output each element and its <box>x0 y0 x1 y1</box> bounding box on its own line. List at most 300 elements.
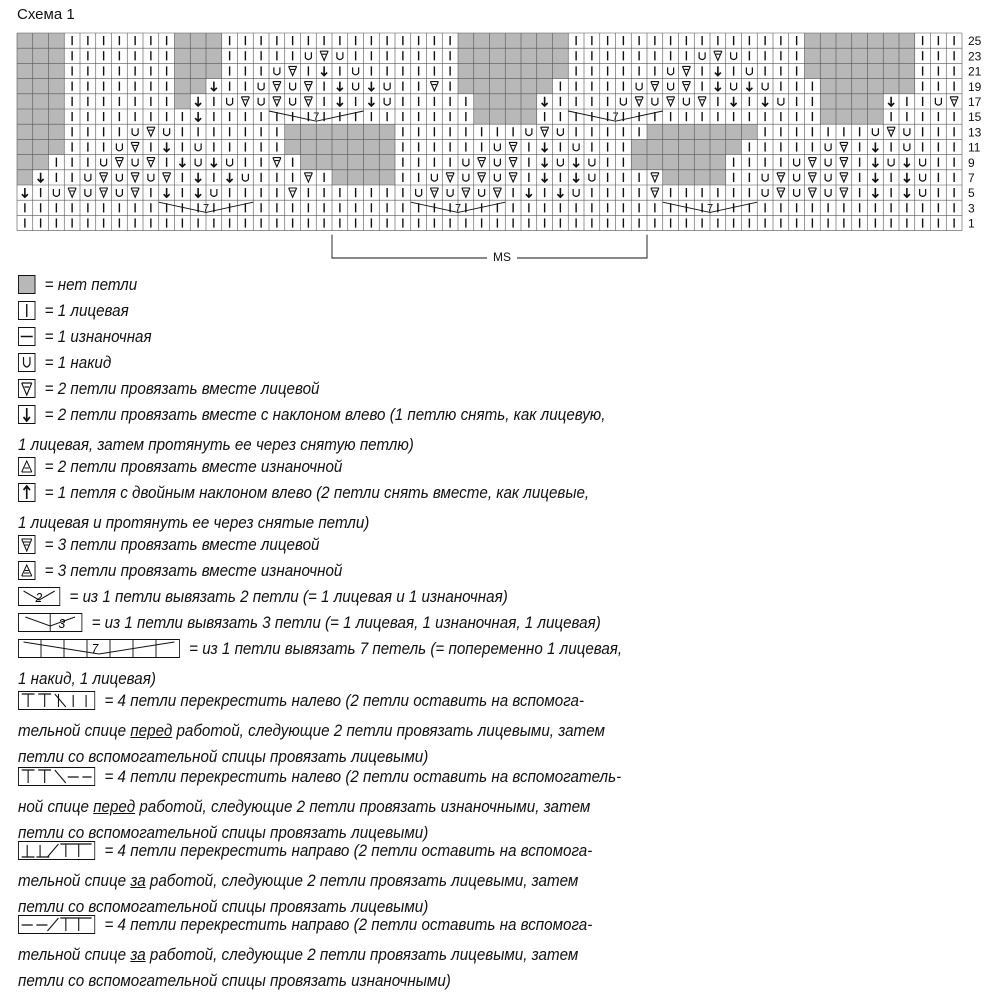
no-stitch-cell <box>647 124 663 139</box>
no-stitch-cell <box>868 48 884 63</box>
stitch-cell <box>553 155 569 170</box>
legend-text: = 4 петли перекрестить налево (2 петли оставить на вспомога- <box>104 692 585 710</box>
stitch-cell <box>474 185 490 200</box>
no-stitch-cell <box>836 79 852 94</box>
no-stitch-cell <box>474 63 490 78</box>
no-stitch-cell <box>458 79 474 94</box>
row-number: 7 <box>968 171 975 185</box>
no-stitch-cell <box>490 94 506 109</box>
legend-text-line2: 1 лицевая и протянуть ее через снятые петли) <box>18 514 370 532</box>
no-stitch-cell <box>505 63 521 78</box>
row-number: 23 <box>968 49 982 64</box>
no-stitch-cell <box>206 33 222 48</box>
stitch-cell <box>332 48 348 63</box>
legend-text-line2b: работой, следующие 2 петли провязать лицевыми, затем <box>149 872 579 890</box>
no-stitch-cell <box>521 63 537 78</box>
no-stitch-cell <box>379 155 395 170</box>
legend-text: = 4 петли перекрестить направо (2 петли оставить на вспомога- <box>104 916 593 934</box>
no-stitch-cell <box>49 63 65 78</box>
no-stitch-cell <box>175 33 191 48</box>
no-stitch-cell <box>820 63 836 78</box>
no-stitch-cell <box>379 170 395 185</box>
stitch-cell <box>490 170 506 185</box>
inc-7-label: 7 <box>455 202 462 215</box>
no-stitch-cell <box>474 33 490 48</box>
no-stitch-cell <box>805 63 821 78</box>
cable-left-purl-icon <box>18 767 95 794</box>
no-stitch-cell <box>33 79 49 94</box>
stitch-cell <box>789 185 805 200</box>
stitch-cell <box>584 170 600 185</box>
stitch-cell <box>679 94 695 109</box>
no-stitch-cell <box>348 170 364 185</box>
no-stitch-cell <box>883 48 899 63</box>
no-stitch-cell <box>379 139 395 154</box>
no-stitch-cell <box>694 155 710 170</box>
no-stitch-cell <box>836 63 852 78</box>
stitch-cell <box>631 79 647 94</box>
stitch-cell <box>789 155 805 170</box>
no-stitch-cell <box>836 33 852 48</box>
no-stitch-cell <box>17 139 33 154</box>
no-stitch-cell <box>301 124 317 139</box>
legend-text-line2b: работой, следующие 2 петли провязать лицевыми, затем <box>149 946 579 964</box>
stitch-cell <box>112 139 128 154</box>
no-stitch-cell <box>883 63 899 78</box>
no-stitch-cell <box>458 63 474 78</box>
stitch-cell <box>222 155 238 170</box>
no-stitch-cell <box>899 33 915 48</box>
legend-text: = из 1 петли вывязать 7 петель (= попеременно 1 лицевая, <box>189 640 623 658</box>
no-stitch-cell <box>33 94 49 109</box>
no-stitch-cell <box>820 79 836 94</box>
no-stitch-cell <box>33 48 49 63</box>
no-stitch-cell <box>301 139 317 154</box>
no-stitch-cell <box>647 139 663 154</box>
no-stitch-cell <box>474 79 490 94</box>
no-stitch-cell <box>820 48 836 63</box>
no-stitch-cell <box>175 79 191 94</box>
row-number: 19 <box>968 79 982 94</box>
no-stitch-cell <box>679 139 695 154</box>
no-stitch-cell <box>836 94 852 109</box>
stitch-cell <box>726 48 742 63</box>
stitch-cell <box>206 185 222 200</box>
no-stitch-cell <box>820 109 836 124</box>
stitch-cell <box>143 170 159 185</box>
row-number: 21 <box>968 64 982 79</box>
no-stitch-cell <box>663 139 679 154</box>
legend-item-double-dec <box>18 480 901 536</box>
legend-text: = 3 петли провязать вместе лицевой <box>44 536 320 554</box>
stitch-cell <box>789 170 805 185</box>
no-stitch-cell <box>679 124 695 139</box>
legend-text-line2b: работой, следующие 2 петли провязать изнаночными, затем <box>139 798 591 816</box>
legend-item-inc-7 <box>18 636 901 692</box>
legend-text: = нет петли <box>44 276 138 294</box>
stitch-cell <box>490 155 506 170</box>
no-stitch-cell <box>348 124 364 139</box>
svg-text:7: 7 <box>91 641 99 657</box>
stitch-cell <box>663 79 679 94</box>
legend-item-cable-right-purl <box>18 912 901 994</box>
no-stitch-cell <box>33 139 49 154</box>
stitch-cell <box>820 170 836 185</box>
no-stitch-cell <box>490 33 506 48</box>
row-number: 5 <box>968 186 975 201</box>
legend-text-underlined: перед <box>130 722 173 740</box>
stitch-cell <box>411 185 427 200</box>
stitch-cell <box>301 48 317 63</box>
no-stitch-cell <box>742 124 758 139</box>
chart-title: Схема 1 <box>17 6 75 23</box>
no-stitch-cell <box>868 94 884 109</box>
legend-text: = 2 петли провязать вместе изнаночной <box>44 458 343 476</box>
no-stitch-cell <box>332 155 348 170</box>
no-stitch-cell <box>663 170 679 185</box>
knitting-chart <box>0 0 1000 270</box>
stitch-cell <box>757 185 773 200</box>
no-stitch-cell <box>316 155 332 170</box>
no-stitch-cell <box>474 109 490 124</box>
no-stitch-cell <box>852 94 868 109</box>
no-stitch-cell <box>505 33 521 48</box>
no-stitch-cell <box>537 63 553 78</box>
stitch-cell <box>820 185 836 200</box>
stitch-cell <box>348 79 364 94</box>
no-stitch-cell <box>49 48 65 63</box>
no-stitch-cell <box>553 33 569 48</box>
legend-text-line2: тельной спице <box>18 722 127 740</box>
no-stitch-cell <box>490 63 506 78</box>
stitch-cell <box>899 139 915 154</box>
no-stitch-cell <box>694 124 710 139</box>
stitch-cell <box>96 155 112 170</box>
no-stitch-cell <box>505 79 521 94</box>
no-stitch-cell <box>348 155 364 170</box>
stitch-cell <box>915 185 931 200</box>
stitch-cell <box>584 155 600 170</box>
no-stitch-cell <box>474 94 490 109</box>
no-stitch-cell <box>458 48 474 63</box>
legend-text-underlined: за <box>130 946 146 964</box>
no-stitch-cell <box>49 94 65 109</box>
stitch-cell <box>820 155 836 170</box>
stitch-cell <box>820 139 836 154</box>
legend-text-line3: петли со вспомогательной спицы провязать лицевыми) <box>18 748 429 766</box>
legend-text: = 1 изнаночная <box>44 328 152 346</box>
stitch-cell <box>80 185 96 200</box>
no-stitch-cell <box>852 63 868 78</box>
stitch-cell <box>915 155 931 170</box>
stitch-cell <box>348 63 364 78</box>
no-stitch-cell <box>852 33 868 48</box>
no-stitch-cell <box>190 48 206 63</box>
no-stitch-cell <box>364 155 380 170</box>
svg-text:3: 3 <box>58 616 66 632</box>
no-stitch-cell <box>820 33 836 48</box>
no-stitch-cell <box>710 155 726 170</box>
stitch-cell <box>868 124 884 139</box>
legend-text: = 2 петли провязать вместе с наклоном влево (1 петлю снять, как лицевую, <box>44 406 606 424</box>
row-number: 3 <box>968 201 975 216</box>
legend-text-line3: петли со вспомогательной спицы провязать лицевыми) <box>18 824 429 842</box>
stitch-cell <box>757 170 773 185</box>
stitch-cell <box>112 170 128 185</box>
stitch-cell <box>553 124 569 139</box>
stitch-cell <box>222 94 238 109</box>
no-stitch-cell <box>852 109 868 124</box>
stitch-cell <box>379 94 395 109</box>
stitch-cell <box>127 155 143 170</box>
legend-item-cable-left-purl <box>18 764 901 846</box>
row-number: 11 <box>968 140 981 155</box>
stitch-cell <box>379 79 395 94</box>
no-stitch-cell <box>17 48 33 63</box>
legend-text: = 4 петли перекрестить направо (2 петли оставить на вспомога- <box>104 842 593 860</box>
no-stitch-cell <box>710 170 726 185</box>
legend-text: = 3 петли провязать вместе изнаночной <box>44 562 343 580</box>
legend-text: = 1 лицевая <box>44 302 129 320</box>
no-stitch-cell <box>348 139 364 154</box>
no-stitch-cell <box>537 48 553 63</box>
stitch-cell <box>883 155 899 170</box>
no-stitch-cell <box>17 109 33 124</box>
no-stitch-cell <box>852 79 868 94</box>
no-stitch-cell <box>505 94 521 109</box>
legend-text-underlined: перед <box>93 798 136 816</box>
no-stitch-cell <box>332 139 348 154</box>
legend-text: = 4 петли перекрестить налево (2 петли оставить на вспомогатель- <box>104 768 622 786</box>
stitch-cell <box>285 94 301 109</box>
no-stitch-cell <box>332 170 348 185</box>
stitch-cell <box>190 139 206 154</box>
no-stitch-cell <box>694 170 710 185</box>
no-stitch-cell <box>868 109 884 124</box>
stitch-cell <box>773 94 789 109</box>
no-stitch-cell <box>49 33 65 48</box>
row-number: 13 <box>968 125 982 140</box>
stitch-cell <box>647 94 663 109</box>
no-stitch-cell <box>521 33 537 48</box>
legend-text: = 1 петля с двойным наклоном влево (2 петли снять вместе, как лицевые, <box>44 484 590 502</box>
legend-item-ssk <box>18 402 901 458</box>
no-stitch-cell <box>33 124 49 139</box>
no-stitch-cell <box>883 79 899 94</box>
stitch-cell <box>521 124 537 139</box>
stitch-cell <box>742 63 758 78</box>
no-stitch-cell <box>332 124 348 139</box>
inc-7-label: 7 <box>612 111 619 124</box>
no-stitch-cell <box>521 48 537 63</box>
row-number: 1 <box>968 216 975 231</box>
no-stitch-cell <box>852 48 868 63</box>
legend-text-line2: тельной спице <box>18 946 127 964</box>
no-stitch-cell <box>17 79 33 94</box>
no-stitch-cell <box>301 155 317 170</box>
no-stitch-cell <box>899 79 915 94</box>
no-stitch-cell <box>206 48 222 63</box>
stitch-cell <box>269 63 285 78</box>
legend-text-line2: тельной спице <box>18 872 127 890</box>
stitch-cell <box>253 94 269 109</box>
stitch-cell <box>726 79 742 94</box>
stitch-cell <box>663 63 679 78</box>
no-stitch-cell <box>364 139 380 154</box>
no-stitch-cell <box>505 109 521 124</box>
cable-right-purl-icon <box>18 915 95 942</box>
no-stitch-cell <box>868 63 884 78</box>
stitch-cell <box>80 170 96 185</box>
no-stitch-cell <box>49 124 65 139</box>
no-stitch-cell <box>285 139 301 154</box>
no-stitch-cell <box>679 170 695 185</box>
no-stitch-cell <box>474 48 490 63</box>
no-stitch-cell <box>49 109 65 124</box>
legend-item-cable-right-knit <box>18 838 901 920</box>
legend-text: = из 1 петли вывязать 3 петли (= 1 лицевая, 1 изнаночная, 1 лицевая) <box>91 614 601 632</box>
no-stitch-cell <box>868 33 884 48</box>
stitch-cell <box>253 79 269 94</box>
no-stitch-cell <box>537 33 553 48</box>
no-stitch-cell <box>726 139 742 154</box>
inc-7-label: 7 <box>203 202 210 215</box>
stitch-cell <box>442 185 458 200</box>
no-stitch-cell <box>364 124 380 139</box>
no-stitch-cell <box>33 33 49 48</box>
legend-text: = 1 накид <box>44 354 112 372</box>
cable-right-knit-icon <box>18 841 95 868</box>
stitch-cell <box>694 48 710 63</box>
legend-text-line2: 1 лицевая, затем протянуть ее через снятую петлю) <box>18 436 414 454</box>
no-stitch-cell <box>679 155 695 170</box>
no-stitch-cell <box>694 139 710 154</box>
no-stitch-cell <box>190 63 206 78</box>
stitch-cell <box>190 155 206 170</box>
stitch-cell <box>427 170 443 185</box>
inc-7-label: 7 <box>707 202 714 215</box>
stitch-cell <box>490 139 506 154</box>
stitch-cell <box>899 124 915 139</box>
no-stitch-cell <box>490 109 506 124</box>
row-number: 15 <box>968 110 982 125</box>
row-number: 17 <box>968 95 982 109</box>
no-stitch-cell <box>505 48 521 63</box>
stitch-cell <box>568 185 584 200</box>
no-stitch-cell <box>17 33 33 48</box>
stitch-cell <box>458 155 474 170</box>
legend-text-line3: петли со вспомогательной спицы провязать изнаночными) <box>18 972 451 990</box>
stitch-cell <box>49 185 65 200</box>
no-stitch-cell <box>175 48 191 63</box>
no-stitch-cell <box>820 94 836 109</box>
row-number: 25 <box>968 34 982 49</box>
no-stitch-cell <box>190 33 206 48</box>
stitch-cell <box>616 94 632 109</box>
no-stitch-cell <box>285 124 301 139</box>
legend-text-line2: ной спице <box>18 798 89 816</box>
no-stitch-cell <box>553 48 569 63</box>
no-stitch-cell <box>521 79 537 94</box>
no-stitch-cell <box>663 155 679 170</box>
no-stitch-cell <box>899 48 915 63</box>
stitch-cell <box>757 79 773 94</box>
legend-text: = из 1 петли вывязать 2 петли (= 1 лицевая и 1 изнаночная) <box>69 588 508 606</box>
stitch-cell <box>112 185 128 200</box>
no-stitch-cell <box>805 33 821 48</box>
legend-text: = 2 петли провязать вместе лицевой <box>44 380 320 398</box>
legend-text-underlined: за <box>130 872 146 890</box>
no-stitch-cell <box>836 109 852 124</box>
no-stitch-cell <box>316 124 332 139</box>
no-stitch-cell <box>663 124 679 139</box>
inc-7-icon <box>18 639 180 666</box>
no-stitch-cell <box>805 48 821 63</box>
ssk-icon <box>18 405 35 432</box>
no-stitch-cell <box>190 79 206 94</box>
no-stitch-cell <box>631 155 647 170</box>
no-stitch-cell <box>33 155 49 170</box>
no-stitch-cell <box>521 109 537 124</box>
no-stitch-cell <box>868 79 884 94</box>
no-stitch-cell <box>836 48 852 63</box>
legend-text-line3: петли со вспомогательной спицы провязать лицевыми) <box>18 898 429 916</box>
no-stitch-cell <box>899 63 915 78</box>
no-stitch-cell <box>17 155 33 170</box>
row-number: 9 <box>968 155 975 170</box>
svg-text:2: 2 <box>35 590 43 606</box>
no-stitch-cell <box>17 170 33 185</box>
stitch-cell <box>568 139 584 154</box>
double-dec-icon <box>18 483 35 510</box>
no-stitch-cell <box>537 79 553 94</box>
no-stitch-cell <box>458 33 474 48</box>
no-stitch-cell <box>49 139 65 154</box>
no-stitch-cell <box>364 170 380 185</box>
no-stitch-cell <box>553 63 569 78</box>
inc-7-label: 7 <box>313 111 320 124</box>
no-stitch-cell <box>379 124 395 139</box>
no-stitch-cell <box>883 33 899 48</box>
no-stitch-cell <box>49 79 65 94</box>
no-stitch-cell <box>33 63 49 78</box>
stitch-cell <box>127 124 143 139</box>
no-stitch-cell <box>316 139 332 154</box>
stitch-cell <box>159 124 175 139</box>
stitch-cell <box>238 170 254 185</box>
stitch-cell <box>285 79 301 94</box>
no-stitch-cell <box>17 124 33 139</box>
no-stitch-cell <box>631 139 647 154</box>
cable-left-knit-icon <box>18 691 95 718</box>
no-stitch-cell <box>206 63 222 78</box>
legend-text-line2b: работой, следующие 2 петли провязать лицевыми, затем <box>176 722 605 740</box>
stitch-cell <box>931 94 947 109</box>
no-stitch-cell <box>17 94 33 109</box>
chart-gridlines <box>17 33 962 231</box>
stitch-cell <box>915 170 931 185</box>
legend-item-cable-left-knit <box>18 688 901 770</box>
no-stitch-cell <box>490 48 506 63</box>
repeat-label: MS <box>487 250 517 264</box>
no-stitch-cell <box>726 124 742 139</box>
no-stitch-cell <box>647 155 663 170</box>
legend-text-line2: 1 накид, 1 лицевая) <box>18 670 156 688</box>
no-stitch-cell <box>175 63 191 78</box>
no-stitch-cell <box>490 79 506 94</box>
no-stitch-cell <box>175 94 191 109</box>
stitch-cell <box>458 170 474 185</box>
